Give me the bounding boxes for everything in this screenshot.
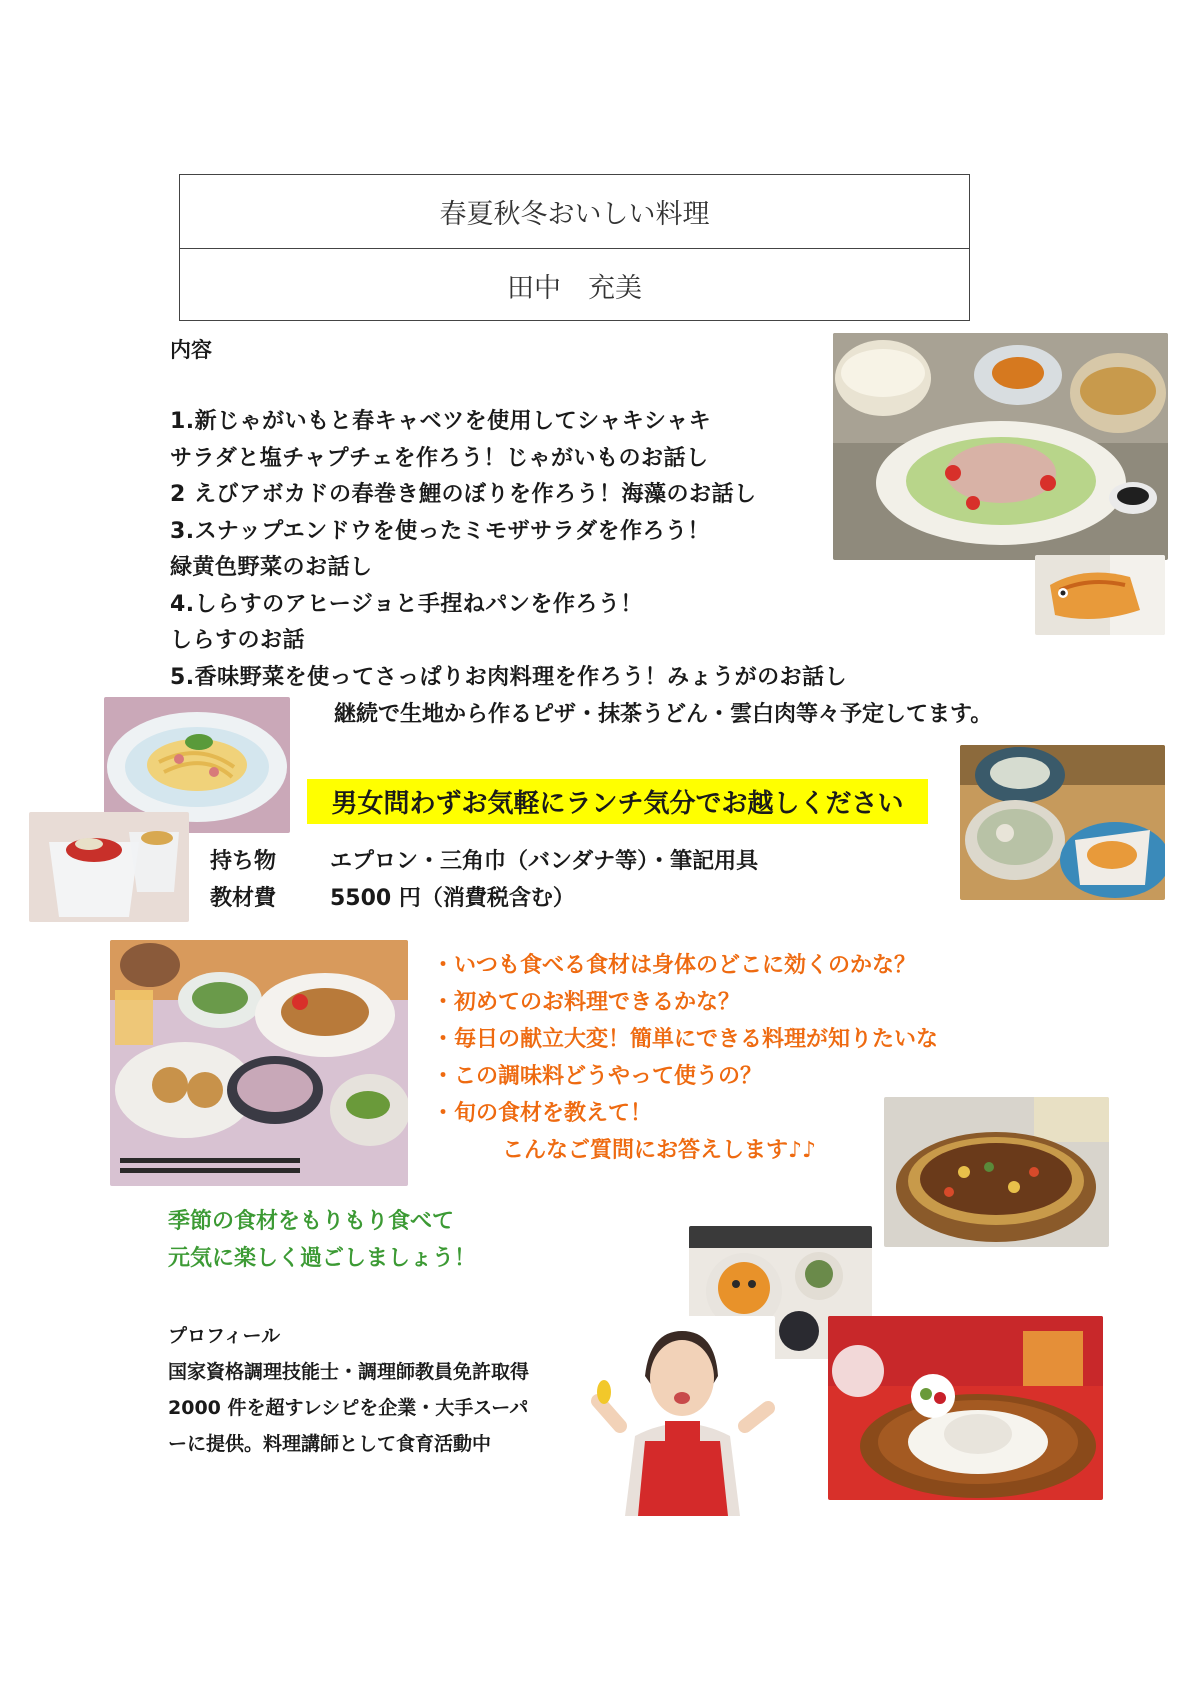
profile-section xyxy=(168,1318,529,1462)
invitation-banner: 男女問わずお気軽にランチ気分でお越しください xyxy=(307,779,928,824)
lesson-line: 緑黄色野菜のお話し xyxy=(170,555,373,580)
profile-line: 2000 件を超すレシピを企業・大手スーパ xyxy=(168,1397,529,1419)
continuation-note: 継続で生地から作るピザ・抹茶うどん・雲白肉等々予定してます。 xyxy=(334,702,993,727)
hamburg-steak-photo xyxy=(828,1316,1103,1500)
profile-line: ーに提供。料理講師として食育活動中 xyxy=(168,1433,492,1455)
message-line: 季節の食材をもりもり食べて xyxy=(168,1209,455,1234)
question-item: ・旬の食材を教えて！ xyxy=(432,1101,653,1126)
spring-roll-photo xyxy=(1035,555,1165,635)
lesson-line: 4.しらすのアヒージョと手捏ねパンを作ろう！ xyxy=(170,591,643,617)
items-value: エプロン・三角巾（バンダナ等）・筆記用具 xyxy=(330,849,759,874)
lesson-line: 1.新じゃがいもと春キャベツを使用してシャキシャキ xyxy=(170,409,712,434)
content-label: 内容 xyxy=(170,338,212,362)
question-list xyxy=(432,947,938,1169)
instructor-photo xyxy=(590,1316,775,1516)
question-item: ・この調味料どうやって使うの？ xyxy=(432,1064,763,1089)
fee-value: 5500 円（消費税含む） xyxy=(330,886,575,911)
fee-label: 教材費 xyxy=(210,886,277,911)
message-line: 元気に楽しく過ごしましょう！ xyxy=(168,1246,477,1271)
lesson-line: 3.スナップエンドウを使ったミモザサラダを作ろう！ xyxy=(170,518,710,544)
profile-heading: プロフィール xyxy=(168,1325,281,1347)
question-item: ・初めてのお料理できるかな？ xyxy=(432,990,741,1015)
items-label: 持ち物 xyxy=(210,849,277,874)
course-title: 春夏秋冬おいしい料理 xyxy=(439,199,710,230)
seasonal-message xyxy=(168,1203,476,1277)
glass-dessert-photo xyxy=(29,812,189,922)
meal-set-photo xyxy=(833,333,1168,560)
lesson-line: 2 えびアボカドの春巻き鯉のぼりを作ろう！海藻のお話し xyxy=(170,482,757,507)
table-set-photo xyxy=(110,940,408,1186)
question-item: ・毎日の献立大変！簡単にできる料理が知りたいな xyxy=(432,1027,939,1052)
pizza-photo xyxy=(884,1097,1109,1247)
soup-set-photo xyxy=(960,745,1165,900)
title-box xyxy=(179,174,970,321)
lesson-list xyxy=(170,404,847,696)
lesson-line: 5.香味野菜を使ってさっぱりお肉料理を作ろう！みょうがのお話し xyxy=(170,664,848,690)
profile-line: 国家資格調理技能士・調理師教員免許取得 xyxy=(168,1361,530,1383)
question-item: ・いつも食べる食材は身体のどこに効くのかな？ xyxy=(432,953,917,978)
lesson-line: しらすのお話 xyxy=(170,628,306,653)
lesson-line: サラダと塩チャプチェを作ろう！じゃがいものお話し xyxy=(170,445,709,471)
answer-line: こんなご質問にお答えします♪♪ xyxy=(502,1138,817,1163)
instructor-name: 田中 充美 xyxy=(180,248,969,322)
